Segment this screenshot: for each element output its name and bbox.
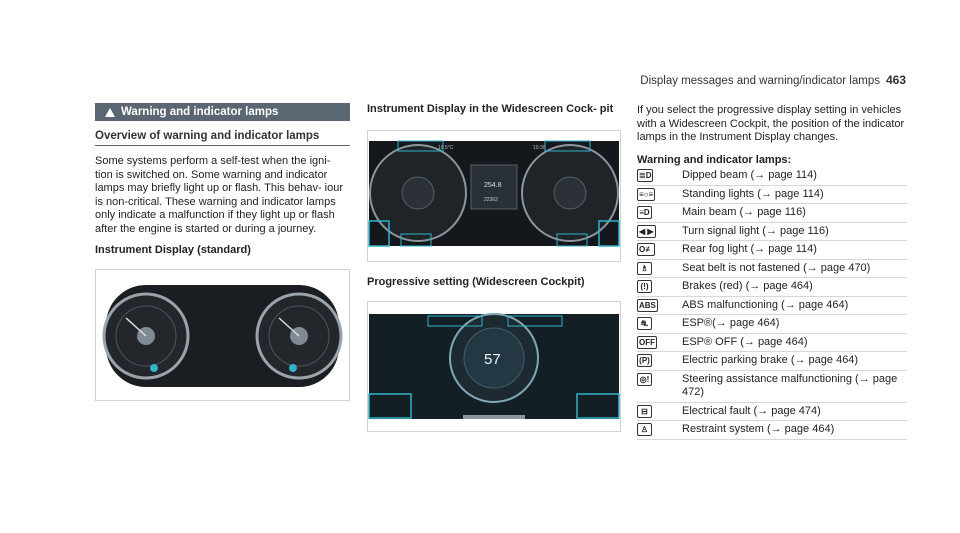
table-row — [637, 185, 907, 204]
section-title: Warning and indicator lamps — [121, 106, 279, 118]
subheading: Overview of warning and indicator lamps — [95, 130, 350, 146]
battery-icon: ⊟ — [637, 405, 652, 418]
abs-icon: ABS — [639, 300, 656, 310]
time-readout: 10:30 — [533, 144, 546, 151]
figure-widescreen-display — [367, 130, 621, 262]
lamp-description: Restraint system (→ page 464) — [682, 421, 907, 440]
figure-title-progressive: Progressive setting (Widescreen Cockpit) — [367, 275, 585, 288]
table-row — [637, 278, 907, 297]
table-row — [637, 259, 907, 278]
odometer-trip: 254.8 — [484, 181, 502, 189]
lamp-table — [637, 167, 907, 440]
odometer-total: 22362 — [484, 196, 498, 203]
lamp-description: Seat belt is not fastened (→ page 470) — [682, 259, 907, 278]
intro-paragraph: Some systems perform a self-test when the igni- tion is switched on. Some warning and indicator lamps may briefly light up or flash. This behav- iour is non-critical. These warning and indicator lamps only indicate a malfunction if they light up or flash after the engine is started or during a journey. — [95, 155, 344, 235]
lamp-description: ESP®(→ page 464) — [682, 315, 907, 334]
brake-icon: (!) — [637, 280, 652, 293]
right-gauge — [257, 294, 341, 378]
table-row — [637, 296, 907, 315]
table-row — [637, 204, 907, 223]
figure-progressive-display — [367, 301, 621, 432]
lamp-description: Turn signal light (→ page 116) — [682, 222, 907, 241]
restraint-icon: ♙ — [637, 423, 652, 436]
page-number: 463 — [885, 73, 906, 87]
column-middle — [367, 103, 621, 432]
rear-fog-icon: O≢ — [639, 245, 654, 254]
lamp-list-title: Warning and indicator lamps: — [637, 153, 792, 166]
speed-readout: 57 — [484, 351, 501, 368]
header-title: Display messages and warning/indicator lamps — [640, 75, 880, 87]
table-row — [637, 352, 907, 371]
parking-brake-icon: (P) — [637, 354, 652, 367]
table-row — [637, 222, 907, 241]
section-bar — [95, 103, 350, 121]
table-row — [637, 315, 907, 334]
lamp-description: Brakes (red) (→ page 464) — [682, 278, 907, 297]
left-gauge — [104, 294, 188, 378]
temp-readout: 16.5°C — [438, 144, 454, 151]
page-header — [640, 73, 906, 87]
table-row — [637, 241, 907, 260]
progressive-intro: If you select the progressive display setting in vehicles with a Widescreen Cockpit, the position of the indicator lamps in the Instrument Display changes. — [637, 104, 905, 143]
esp-off-icon: OFF — [639, 337, 655, 347]
steering-icon: ◎! — [637, 373, 652, 386]
standing-lights-icon: ≡○≡ — [639, 189, 654, 199]
dipped-beam-icon: ≣D — [639, 171, 652, 180]
main-beam-icon: ≡D — [637, 206, 652, 219]
table-row — [637, 370, 907, 402]
lamp-description: Steering assistance malfunctioning (→ page 472) — [682, 370, 907, 402]
lamp-description: Electrical fault (→ page 474) — [682, 402, 907, 421]
lamp-description: Main beam (→ page 116) — [682, 204, 907, 223]
column-right — [637, 104, 907, 440]
warning-triangle-icon — [105, 108, 115, 117]
lamp-description: ABS malfunctioning (→ page 464) — [682, 296, 907, 315]
table-row — [637, 402, 907, 421]
column-left — [95, 103, 350, 401]
turn-signal-icon: ◀ ▶ — [639, 226, 654, 236]
lamp-description: Rear fog light (→ page 114) — [682, 241, 907, 260]
figure-title-widescreen: Instrument Display in the Widescreen Cock- pit — [367, 103, 614, 115]
figure-standard-display — [95, 269, 350, 401]
table-row — [637, 333, 907, 352]
table-row — [637, 167, 907, 185]
esp-icon: ⛐ — [637, 317, 652, 330]
lamp-description: ESP® OFF (→ page 464) — [682, 333, 907, 352]
lamp-description: Electric parking brake (→ page 464) — [682, 352, 907, 371]
lamp-description: Standing lights (→ page 114) — [682, 185, 907, 204]
figure-title-standard: Instrument Display (standard) — [95, 244, 251, 256]
lamp-description: Dipped beam (→ page 114) — [682, 167, 907, 185]
seat-belt-icon: ♗ — [637, 262, 652, 275]
table-row — [637, 421, 907, 440]
